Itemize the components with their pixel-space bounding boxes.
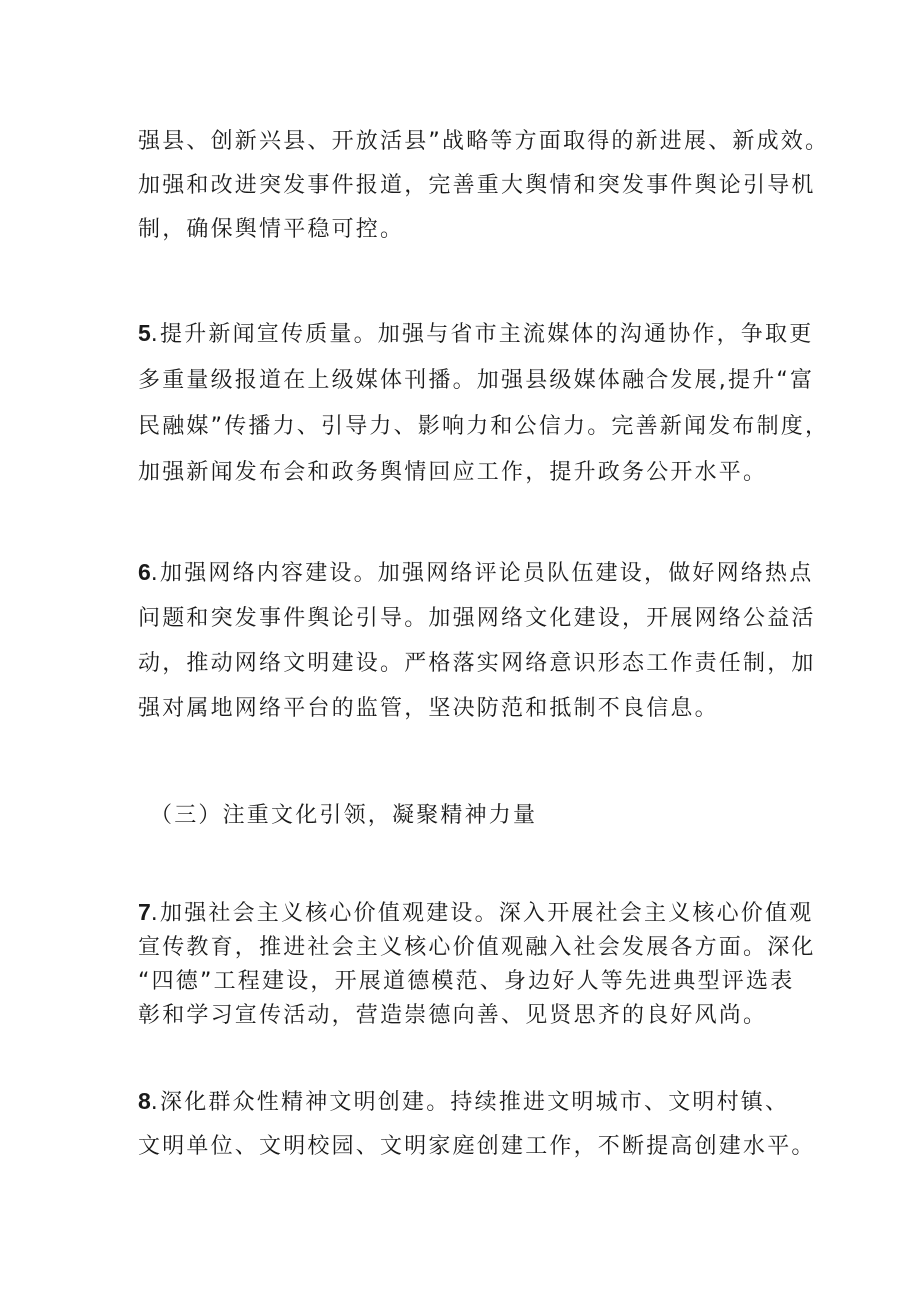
text-line: 民融媒”传播力、引导力、影响力和公信力。完善新闻发布制度， xyxy=(138,414,830,439)
text-line: 加强和改进突发事件报道，完善重大舆情和突发事件舆论引导机 xyxy=(138,173,816,198)
text-line: 制，确保舆情平稳可控。 xyxy=(138,217,405,242)
text-line: 动，推动网络文明建设。严格落实网络意识形态工作责任制，加 xyxy=(138,651,816,676)
text-line-body: .深化群众性精神文明创建。持续推进文明城市、文明村镇、 xyxy=(150,1090,790,1115)
text-line: 强县、创新兴县、开放活县”战略等方面取得的新进展、新成效。 xyxy=(138,129,830,154)
text-line xyxy=(138,895,814,931)
text-line: 宣传教育，推进社会主义核心价值观融入社会发展各方面。深化 xyxy=(138,935,816,960)
item-number: 7 xyxy=(138,899,151,925)
paragraph-continued xyxy=(138,120,830,252)
paragraph-item-5 xyxy=(138,310,830,496)
text-line-body: .加强社会主义核心价值观建设。深入开展社会主义核心价值观 xyxy=(150,901,814,926)
section-heading xyxy=(150,794,820,838)
text-line: 多重量级报道在上级媒体刊播。加强县级媒体融合发展,提升“富 xyxy=(138,368,815,393)
text-line xyxy=(138,310,814,358)
text-line xyxy=(138,550,814,596)
paragraph-item-8 xyxy=(138,1079,816,1169)
text-line: 问题和突发事件舆论引导。加强网络文化建设，开展网络公益活 xyxy=(138,606,816,631)
text-line: 加强新闻发布会和政务舆情回应工作，提升政务公开水平。 xyxy=(138,460,768,485)
text-line: 彰和学习宣传活动，营造崇德向善、见贤思齐的良好风尚。 xyxy=(138,1003,768,1028)
paragraph-item-6 xyxy=(138,550,816,731)
text-line: “四德”工程建设，开展道德模范、身边好人等先进典型评选表 xyxy=(138,969,795,994)
text-line: 强对属地网络平台的监管，坚决防范和抵制不良信息。 xyxy=(138,696,719,721)
text-line xyxy=(138,1079,808,1125)
text-line-body: .加强网络内容建设。加强网络评论员队伍建设，做好网络热点 xyxy=(150,561,814,586)
item-number: 8 xyxy=(138,1088,151,1114)
text-line-body: .提升新闻宣传质量。加强与省市主流媒体的沟通协作，争取更 xyxy=(150,322,814,347)
text-line: 文明单位、文明校园、文明家庭创建工作，不断提高创建水平。 xyxy=(138,1134,816,1159)
item-number: 5 xyxy=(138,320,151,346)
section-heading-text: （三）注重文化引领，凝聚精神力量 xyxy=(150,803,538,828)
item-number: 6 xyxy=(138,559,151,585)
paragraph-item-7 xyxy=(138,895,816,1033)
